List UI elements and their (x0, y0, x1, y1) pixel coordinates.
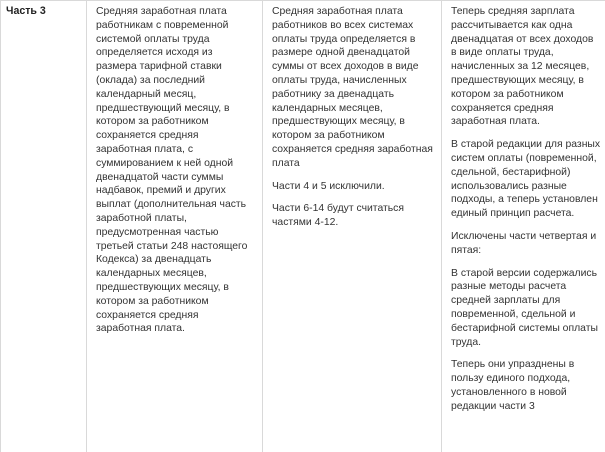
row-label: Часть 3 (6, 5, 46, 17)
new-edition-paragraph: Средняя заработная плата работников во всех системах оплаты труда определяется в размере одной двенадцатой суммы от всех доходов в виде оплаты труда, начисленных работнику за двенадцать календарных месяцев, предшествующих месяцу, в котором за работником сохраняется средняя заработная плата (272, 6, 433, 169)
new-edition-paragraph: Части 4 и 5 исключили. (272, 180, 385, 192)
comment-paragraph: Исключены части четвертая и пятая: (451, 230, 597, 256)
old-edition-cell (87, 1, 263, 452)
comment-paragraph: В старой редакции для разных систем оплаты (повременной, сдельной, бестарифной) использовались разные подходы, а теперь установлен единый принцип расчета. (451, 139, 601, 220)
comment-paragraph: Теперь они упразднены в пользу единого подхода, установленного в новой редакции части 3 (451, 359, 575, 412)
new-edition-paragraph: Части 6-14 будут считаться частями 4-12. (272, 203, 404, 229)
new-edition-cell (263, 1, 442, 452)
row-label-cell (0, 1, 87, 452)
comment-cell (442, 1, 605, 452)
old-edition-text: Средняя заработная плата работникам с повременной системой оплаты труда определяется исходя из размера тарифной ставки (оклада) за последний календарный месяц, предшествующий месяцу, в котором за работником сохраняется средняя заработная плата, с суммированием к ней одной двенадцатой части суммы надбавок, премий и других выплат (дополнительная часть заработной платы, предусмотренная частью третьей статьи 248 настоящего Кодекса) за двенадцать календарных месяцев, предшествующих месяцу, в котором за работником сохраняется средняя заработная плата. (96, 6, 248, 335)
comment-paragraph: Теперь средняя зарплата рассчитывается как одна двенадцатая от всех доходов в виде оплаты труда, начисленных за 12 месяцев, предшествующих месяцу, в котором за работником сохраняется средняя заработная плата. (451, 6, 594, 128)
comment-paragraph: В старой версии содержались разные методы расчета средней зарплаты для повременной, сдельной и бестарифной системы оплаты труда. (451, 267, 598, 348)
